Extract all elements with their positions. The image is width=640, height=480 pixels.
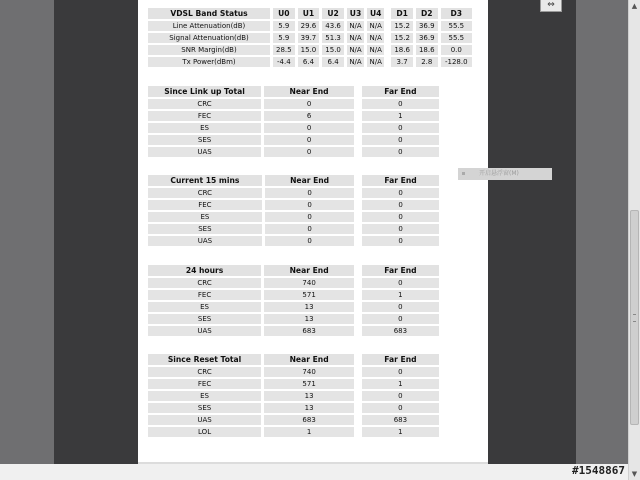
band-value-cell: 29.6 — [298, 21, 320, 31]
far-end-value: 0 — [362, 135, 439, 145]
column-gap — [357, 265, 359, 276]
far-end-value: 0 — [362, 224, 439, 234]
near-end-value: 0 — [264, 99, 354, 109]
near-end-value: 0 — [265, 224, 355, 234]
counter-label: ES — [148, 212, 262, 222]
band-value-cell: 0.0 — [441, 45, 472, 55]
table-row — [148, 123, 439, 133]
counter-label: ES — [148, 302, 261, 312]
band-row-label: Tx Power(dBm) — [148, 57, 270, 67]
column-gap — [357, 391, 359, 401]
near-end-value: 13 — [264, 314, 354, 324]
table-row — [148, 224, 439, 234]
column-gap — [357, 188, 359, 198]
band-row-label: SNR Margin(dB) — [148, 45, 270, 55]
far-end-value: 683 — [362, 415, 439, 425]
band-row-label: Signal Attenuation(dB) — [148, 33, 270, 43]
far-end-value: 0 — [362, 302, 439, 312]
left-inner-panel — [54, 0, 138, 464]
band-value-cell: N/A — [367, 33, 384, 43]
column-gap — [357, 212, 359, 222]
table-row — [148, 367, 439, 377]
column-gap — [357, 278, 359, 288]
counter-label: UAS — [148, 147, 261, 157]
section-header-cell: Near End — [264, 265, 354, 276]
column-gap — [357, 236, 359, 246]
column-gap — [357, 379, 359, 389]
triangle-up-icon[interactable]: ▲ — [631, 2, 638, 10]
band-header-row — [148, 8, 472, 19]
band-value-cell: 28.5 — [273, 45, 295, 55]
right-inner-panel — [488, 0, 576, 464]
near-end-value: 0 — [264, 135, 354, 145]
counter-label: FEC — [148, 200, 262, 210]
band-value-cell: 36.9 — [416, 33, 438, 43]
watermark-id: #1548867 — [572, 464, 625, 477]
table-row — [148, 326, 439, 336]
counter-label: FEC — [148, 379, 261, 389]
near-end-value: 0 — [264, 147, 354, 157]
column-gap — [387, 57, 388, 67]
band-value-cell: 55.5 — [441, 33, 472, 43]
band-value-cell: 5.9 — [273, 33, 295, 43]
section-header-row — [148, 86, 439, 97]
column-gap — [387, 33, 388, 43]
column-gap — [357, 99, 359, 109]
band-row — [148, 21, 472, 31]
bottom-band — [0, 464, 628, 480]
section-header-cell: Current 15 mins — [148, 175, 262, 186]
column-gap — [357, 427, 359, 437]
column-gap — [357, 367, 359, 377]
far-end-value: 0 — [362, 278, 439, 288]
table-row — [148, 427, 439, 437]
band-value-cell: 2.8 — [416, 57, 438, 67]
band-value-cell: 18.6 — [416, 45, 438, 55]
far-end-value: 0 — [362, 123, 439, 133]
vertical-scrollbar[interactable] — [628, 0, 640, 480]
band-value-cell: 43.6 — [322, 21, 344, 31]
far-end-value: 0 — [362, 200, 439, 210]
table-row — [148, 403, 439, 413]
band-value-cell: 15.0 — [298, 45, 320, 55]
section-header-row — [148, 265, 439, 276]
far-end-value: 1 — [362, 379, 439, 389]
near-end-value: 740 — [264, 278, 354, 288]
band-value-cell: 39.7 — [298, 33, 320, 43]
band-value-cell: 15.0 — [322, 45, 344, 55]
table-row — [148, 415, 439, 425]
band-header-cell: U2 — [322, 8, 344, 19]
band-value-cell: N/A — [347, 21, 364, 31]
near-end-value: 740 — [264, 367, 354, 377]
far-end-value: 1 — [362, 290, 439, 300]
band-header-cell: U0 — [273, 8, 295, 19]
counter-label: FEC — [148, 290, 261, 300]
table-row — [148, 135, 439, 145]
far-end-value: 683 — [362, 326, 439, 336]
column-gap — [357, 314, 359, 324]
band-header-cell: D2 — [416, 8, 438, 19]
band-value-cell: 18.6 — [391, 45, 413, 55]
band-value-cell: 51.3 — [322, 33, 344, 43]
table-row — [148, 314, 439, 324]
table-row — [148, 391, 439, 401]
band-header-cell: U3 — [347, 8, 364, 19]
section-header-cell: Near End — [264, 86, 354, 97]
content-bottom-edge — [138, 462, 488, 464]
column-gap — [357, 403, 359, 413]
column-gap — [357, 111, 359, 121]
near-end-value: 0 — [265, 236, 355, 246]
near-end-value: 683 — [264, 415, 354, 425]
tooltip-label: 开启悬浮窗(M) — [479, 170, 519, 177]
right-outer-panel — [576, 0, 628, 464]
far-end-value: 0 — [362, 367, 439, 377]
dot-icon — [462, 172, 465, 175]
counter-label: UAS — [148, 236, 262, 246]
triangle-down-icon[interactable]: ▼ — [631, 470, 638, 478]
table-row — [148, 236, 439, 246]
band-value-cell: 15.2 — [391, 21, 413, 31]
counter-label: CRC — [148, 99, 261, 109]
near-end-value: 13 — [264, 391, 354, 401]
band-header-cell: D1 — [391, 8, 413, 19]
table-row — [148, 212, 439, 222]
band-value-cell: -4.4 — [273, 57, 295, 67]
counter-label: LOL — [148, 427, 261, 437]
column-gap — [387, 21, 388, 31]
band-header-cell: D3 — [441, 8, 472, 19]
counter-label: SES — [148, 314, 261, 324]
floating-window-tooltip[interactable] — [458, 168, 552, 180]
column-gap — [357, 224, 359, 234]
band-value-cell: -128.0 — [441, 57, 472, 67]
section-header-row — [148, 175, 439, 186]
table-row — [148, 111, 439, 121]
table-row — [148, 147, 439, 157]
far-end-value: 0 — [362, 391, 439, 401]
near-end-value: 0 — [265, 200, 355, 210]
column-gap — [357, 147, 359, 157]
near-end-value: 571 — [264, 379, 354, 389]
band-value-cell: N/A — [367, 45, 384, 55]
band-value-cell: 3.7 — [391, 57, 413, 67]
counter-label: UAS — [148, 326, 261, 336]
column-gap — [357, 135, 359, 145]
left-outer-panel — [0, 0, 54, 464]
section-header-cell: Since Link up Total — [148, 86, 261, 97]
far-end-value: 0 — [362, 403, 439, 413]
column-gap — [357, 200, 359, 210]
column-gap — [357, 354, 359, 365]
section-header-row — [148, 354, 439, 365]
far-end-value: 0 — [362, 314, 439, 324]
band-header-cell: U1 — [298, 8, 320, 19]
counter-section-table — [145, 263, 442, 338]
far-end-value: 1 — [362, 111, 439, 121]
band-value-cell: N/A — [367, 21, 384, 31]
double-arrow-icon: ⇔ — [547, 0, 555, 10]
far-end-value: 0 — [362, 212, 439, 222]
far-end-value: 0 — [362, 147, 439, 157]
band-row-label: Line Attenuation(dB) — [148, 21, 270, 31]
counter-label: SES — [148, 403, 261, 413]
near-end-value: 13 — [264, 302, 354, 312]
counter-label: CRC — [148, 367, 261, 377]
band-row — [148, 57, 472, 67]
table-row — [148, 278, 439, 288]
column-gap — [357, 175, 359, 186]
section-header-cell: Far End — [362, 175, 439, 186]
counter-label: ES — [148, 391, 261, 401]
expand-button[interactable] — [540, 0, 562, 12]
near-end-value: 571 — [264, 290, 354, 300]
band-value-cell: 55.5 — [441, 21, 472, 31]
band-value-cell: 15.2 — [391, 33, 413, 43]
band-value-cell: N/A — [347, 45, 364, 55]
near-end-value: 0 — [264, 123, 354, 133]
counter-label: CRC — [148, 278, 261, 288]
section-header-cell: Near End — [265, 175, 355, 186]
section-header-cell: Far End — [362, 265, 439, 276]
counter-label: UAS — [148, 415, 261, 425]
table-row — [148, 302, 439, 312]
far-end-value: 0 — [362, 236, 439, 246]
near-end-value: 0 — [265, 188, 355, 198]
column-gap — [357, 123, 359, 133]
table-row — [148, 290, 439, 300]
column-gap — [357, 86, 359, 97]
near-end-value: 1 — [264, 427, 354, 437]
band-header-cell: VDSL Band Status — [148, 8, 270, 19]
far-end-value: 1 — [362, 427, 439, 437]
band-value-cell: N/A — [367, 57, 384, 67]
near-end-value: 6 — [264, 111, 354, 121]
band-value-cell: 36.9 — [416, 21, 438, 31]
section-header-cell: Near End — [264, 354, 354, 365]
near-end-value: 683 — [264, 326, 354, 336]
table-row — [148, 188, 439, 198]
counter-label: SES — [148, 224, 262, 234]
near-end-value: 0 — [265, 212, 355, 222]
column-gap — [387, 45, 388, 55]
column-gap — [357, 302, 359, 312]
band-row — [148, 33, 472, 43]
section-header-cell: Since Reset Total — [148, 354, 261, 365]
far-end-value: 0 — [362, 99, 439, 109]
section-header-cell: Far End — [362, 354, 439, 365]
column-gap — [357, 415, 359, 425]
vdsl-band-status-table — [145, 6, 475, 69]
counter-label: CRC — [148, 188, 262, 198]
table-row — [148, 379, 439, 389]
near-end-value: 13 — [264, 403, 354, 413]
counter-section-table — [145, 84, 442, 159]
section-header-cell: 24 hours — [148, 265, 261, 276]
counter-label: SES — [148, 135, 261, 145]
band-value-cell: 6.4 — [298, 57, 320, 67]
band-value-cell: 6.4 — [322, 57, 344, 67]
grip-icon — [633, 314, 636, 322]
counter-section-table — [145, 173, 442, 248]
column-gap — [387, 8, 388, 19]
band-value-cell: 5.9 — [273, 21, 295, 31]
table-row — [148, 99, 439, 109]
table-row — [148, 200, 439, 210]
counter-section-table — [145, 352, 442, 439]
band-value-cell: N/A — [347, 57, 364, 67]
band-value-cell: N/A — [347, 33, 364, 43]
counter-label: ES — [148, 123, 261, 133]
scrollbar-thumb[interactable] — [630, 210, 639, 425]
section-header-cell: Far End — [362, 86, 439, 97]
column-gap — [357, 290, 359, 300]
column-gap — [357, 326, 359, 336]
far-end-value: 0 — [362, 188, 439, 198]
band-row — [148, 45, 472, 55]
counter-label: FEC — [148, 111, 261, 121]
band-header-cell: U4 — [367, 8, 384, 19]
